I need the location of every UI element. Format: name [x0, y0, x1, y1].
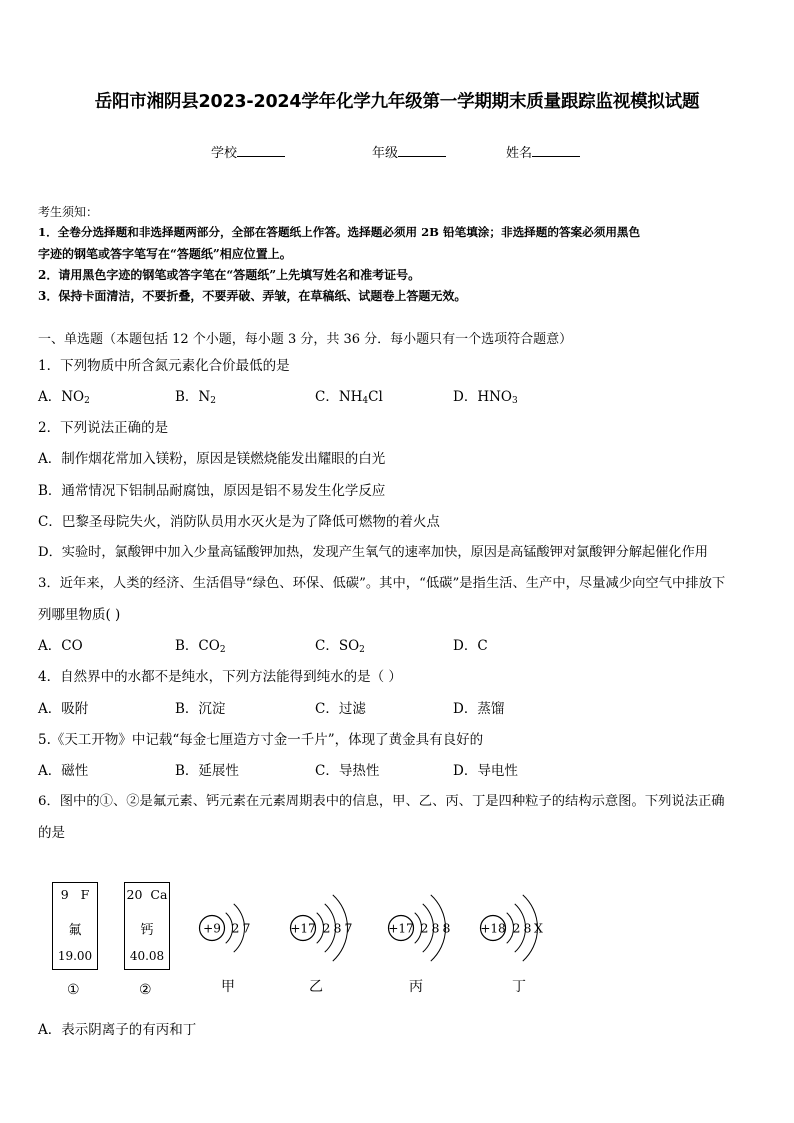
- q1-stem: 1．下列物质中所含氮元素化合价最低的是: [38, 358, 290, 374]
- atom-label: 乙: [309, 979, 323, 995]
- notice-line-1a: 1．全卷分选择题和非选择题两部分，全部在答题纸上作答。选择题必须用 2B 铅笔填涂；非选择题的答案必须用黑色: [38, 225, 641, 239]
- section-heading: 一、单选题（本题包括 12 个小题，每小题 3 分，共 36 分．每小题只有一个选项符合题意）: [38, 332, 573, 347]
- card-label-2: ②: [139, 982, 152, 998]
- q6-stem-line-2: 的是: [38, 825, 65, 841]
- q5-option-b: B．延展性: [175, 763, 239, 779]
- grade-blank: [398, 144, 446, 157]
- q2-option-a: A．制作烟花常加入镁粉，原因是镁燃烧能发出耀眼的白光: [38, 451, 386, 467]
- atom-label: 甲: [221, 979, 235, 995]
- nucleus-charge: +18: [480, 921, 506, 936]
- atom-diagram-1: [200, 904, 251, 995]
- q1-option-d: D．$HNO_3$: [453, 389, 518, 406]
- shell-electron-count: 8: [523, 920, 532, 936]
- q6-stem-line-1: 6．图中的①、②是氟元素、钙元素在元素周期表中的信息，甲、乙、丙、丁是四种粒子的结构示意图。下列说法正确: [38, 794, 725, 809]
- atom-diagram-3: [388, 895, 450, 995]
- nucleus-charge: +9: [203, 921, 221, 936]
- card-element-name: 钙: [140, 923, 154, 938]
- name-blank: [532, 144, 580, 157]
- q3-option-b: B．$CO_2$: [175, 638, 226, 655]
- school-blank: [237, 144, 285, 157]
- notice-line-1b: 字迹的钢笔或答字笔写在“答题纸”相应位置上。: [38, 247, 292, 261]
- grade-field: [372, 142, 446, 161]
- q2-option-d: D．实验时，氯酸钾中加入少量高锰酸钾加热，发现产生氧气的速率加快，原因是高锰酸钾对氯酸钾分解起催化作用: [38, 545, 708, 560]
- card-number-symbol: 20 Ca: [126, 887, 168, 902]
- q3-stem-line-1: 3．近年来，人类的经济、生活倡导“绿色、环保、低碳”。其中，“低碳”是指生活、生产中，尽量减少向空气中排放下: [38, 576, 726, 591]
- shell-electron-count: 8: [333, 920, 342, 936]
- card-atomic-mass: 40.08: [129, 949, 165, 963]
- school-field: [211, 142, 285, 161]
- shell-electron-count: 8: [442, 920, 451, 936]
- nucleus-charge: +17: [290, 921, 316, 936]
- shell-electron-count: 2: [512, 920, 521, 936]
- shell-electron-count: 2: [231, 920, 240, 936]
- q3-stem-line-2: 列哪里物质( ): [38, 607, 121, 623]
- shell-electron-count: 2: [420, 920, 429, 936]
- page-title: 岳阳市湘阴县2023-2024学年化学九年级第一学期期末质量跟踪监视模拟试题: [94, 92, 700, 112]
- grade-label: 年级: [372, 146, 399, 161]
- notice-line-2: 2．请用黑色字迹的钢笔或答字笔在“答题纸”上先填写姓名和准考证号。: [38, 268, 421, 282]
- q4-option-d: D．蒸馏: [453, 701, 505, 717]
- atom-label: 丙: [409, 979, 423, 995]
- card-element-name: 氟: [68, 923, 82, 938]
- q2-option-c: C．巴黎圣母院失火，消防队员用水灭火是为了降低可燃物的着火点: [38, 514, 440, 530]
- q4-option-c: C．过滤: [315, 701, 366, 717]
- shell-electron-count: X: [534, 920, 543, 936]
- q3-option-c: C．$SO_2$: [315, 638, 365, 655]
- school-label: 学校: [211, 146, 238, 161]
- q4-stem: 4．自然界中的水都不是纯水，下列方法能得到纯水的是（ ）: [38, 669, 402, 685]
- q6-option-a: A．表示阴离子的有丙和丁: [38, 1022, 197, 1038]
- q1-option-c: C．$NH_4Cl$: [315, 389, 383, 406]
- shell-electron-count: 2: [322, 920, 331, 936]
- q5-option-c: C．导热性: [315, 763, 380, 779]
- q2-option-b: B．通常情况下铝制品耐腐蚀，原因是铝不易发生化学反应: [38, 483, 386, 499]
- q5-option-a: A．磁性: [38, 763, 89, 779]
- atom-label: 丁: [512, 979, 526, 995]
- q4-option-a: A．吸附: [38, 701, 89, 717]
- notice-heading: 考生须知：: [38, 205, 99, 219]
- q1-option-b: B．$N_2$: [175, 389, 216, 406]
- atom-diagram-2: [290, 895, 352, 995]
- card-atomic-mass: 19.00: [57, 949, 93, 963]
- q4-option-b: B．沉淀: [175, 701, 226, 717]
- q5-option-d: D．导电性: [453, 763, 518, 779]
- shell-electron-count: 8: [431, 920, 440, 936]
- q3-option-a: A．CO: [38, 638, 83, 654]
- shell-electron-count: 7: [344, 920, 353, 936]
- q3-option-d: D．C: [453, 638, 488, 654]
- nucleus-charge: +17: [388, 921, 414, 936]
- q1-option-a: A．$NO_2$: [38, 389, 90, 406]
- name-label: 姓名: [506, 146, 533, 161]
- card-number-symbol: 9 F: [60, 887, 90, 902]
- name-field: [506, 142, 580, 161]
- atom-diagrams: [0, 860, 794, 1010]
- notice-line-3: 3．保持卡面清洁，不要折叠，不要弄破、弄皱，在草稿纸、试题卷上答题无效。: [38, 289, 467, 303]
- shell-electron-count: 7: [242, 920, 251, 936]
- q2-stem: 2．下列说法正确的是: [38, 420, 169, 436]
- q5-stem: 5.《天工开物》中记载“每金七厘造方寸金一千片”，体现了黄金具有良好的: [38, 732, 484, 748]
- card-label-1: ①: [67, 982, 80, 998]
- atom-diagram-4: [480, 895, 543, 995]
